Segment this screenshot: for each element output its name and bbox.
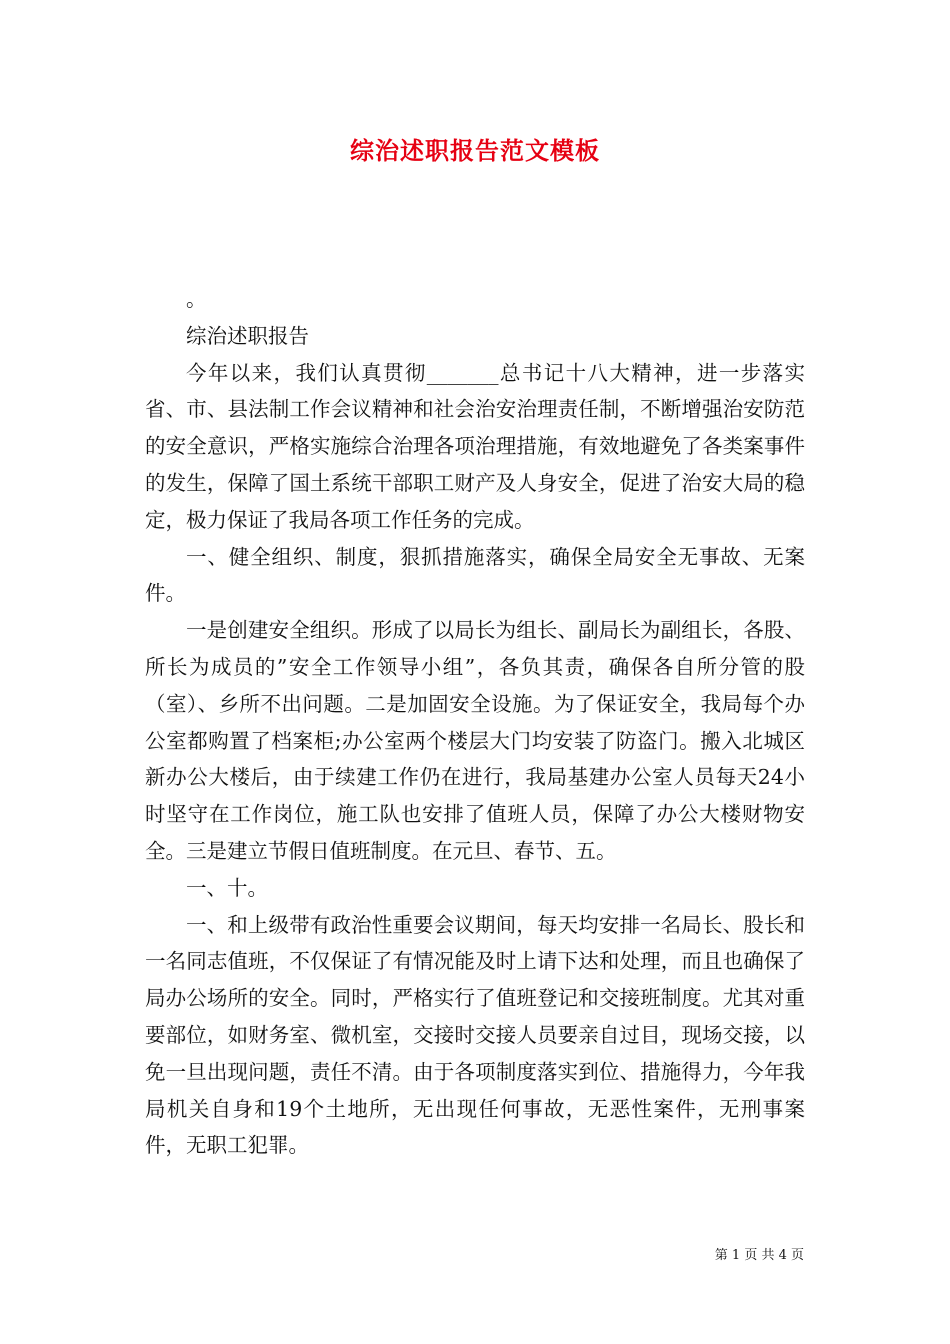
paragraph-intro: 今年以来，我们认真贯彻_______总书记十八大精神，进一步落实省、市、县法制工作会议精神和社会治安治理责任制，不断增强治安防范的安全意识，严格实施综合治理各项治理措施，有效地避免了各类案事件的发生，保障了国土系统干部职工财产及人身安全，促进了治安大局的稳定，极力保证了我局各项工作任务的完成。	[145, 360, 805, 532]
paragraph-section-one: 一、健全组织、制度，狠抓措施落实，确保全局安全无事故、无案件。	[145, 544, 805, 606]
document-body	[145, 281, 805, 1164]
paragraph-short: 一、十。	[186, 875, 268, 900]
page-number: 第 1 页 共 4 页	[714, 1248, 804, 1263]
paragraph-period: 。	[186, 287, 207, 311]
document-title: 综治述职报告范文模板	[350, 136, 600, 165]
paragraph-duty: 一、和上级带有政治性重要会议期间，每天均安排一名局长、股长和一名同志值班，不仅保证了有情况能及时上请下达和处理，而且也确保了局办公场所的安全。同时，严格实行了值班登记和交接班制度。尤其对重要部位，如财务室、微机室，交接时交接人员要亲自过目，现场交接，以免一旦出现问题，责任不清。由于各项制度落实到位、措施得力，今年我局机关自身和19个土地所，无出现任何事故，无恶性案件，无刑事案件，无职工犯罪。	[145, 912, 805, 1158]
paragraph-heading: 综治述职报告	[186, 323, 309, 348]
paragraph-measures: 一是创建安全组织。形成了以局长为组长、副局长为副组长，各股、所长为成员的”安全工作领导小组”，各负其责，确保各自所分管的股（室）、乡所不出问题。二是加固安全设施。为了保证安全，我局每个办公室都购置了档案柜;办公室两个楼层大门均安装了防盗门。搬入北城区新办公大楼后，由于续建工作仍在进行，我局基建办公室人员每天24小时坚守在工作岗位，施工队也安排了值班人员，保障了办公大楼财物安全。三是建立节假日值班制度。在元旦、春节、五。	[145, 618, 805, 863]
